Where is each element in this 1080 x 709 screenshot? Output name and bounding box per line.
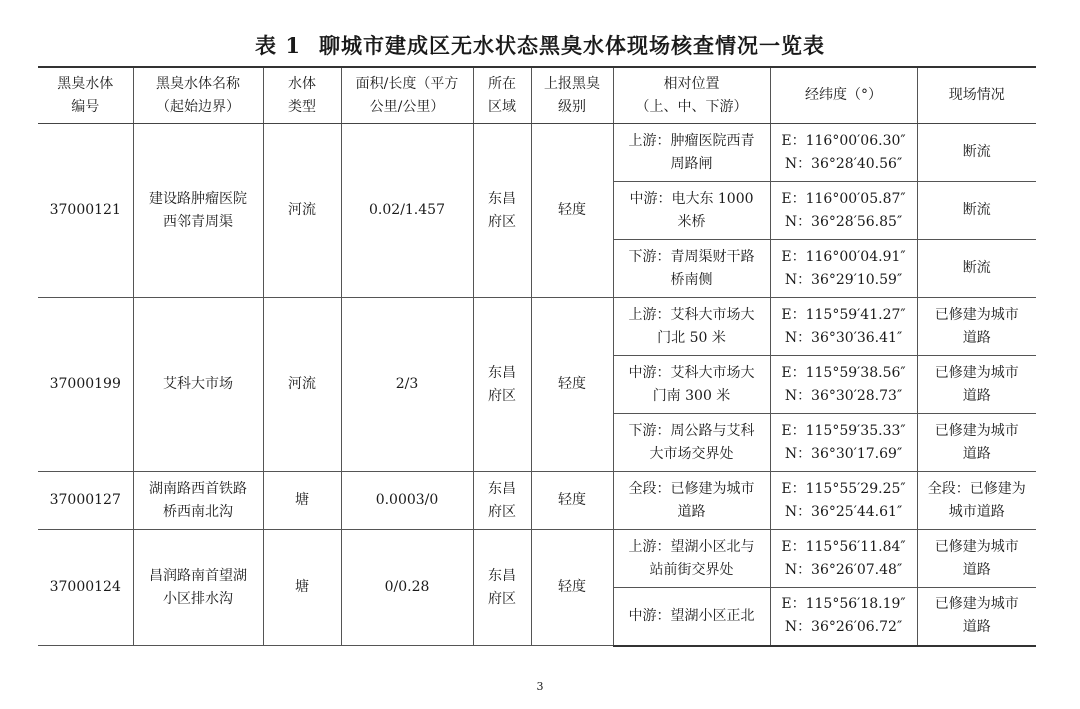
water-body-name-line: 桥西南北沟 <box>163 503 233 520</box>
district-line: 府区 <box>488 387 516 404</box>
water-body-type-line: 塘 <box>295 492 309 508</box>
district <box>473 530 531 646</box>
coordinates-line: N：36°30′36.41″ <box>784 329 903 346</box>
table-header-row <box>38 67 1036 124</box>
column-header <box>38 67 133 124</box>
district <box>473 124 531 298</box>
coordinates-line: N：36°26′07.48″ <box>784 561 903 578</box>
area-length <box>341 124 473 298</box>
site-status-line: 城市道路 <box>948 503 1005 520</box>
relative-position-line: 上游：肿瘤医院西青 <box>628 132 755 149</box>
relative-position <box>613 124 770 182</box>
column-header <box>341 67 473 124</box>
site-status-line: 已修建为城市 <box>934 422 1019 439</box>
relative-position <box>613 356 770 414</box>
water-body-name-line: 西邻青周渠 <box>163 213 233 230</box>
table-body <box>38 124 1036 646</box>
pollution-level <box>531 124 613 298</box>
district-line: 府区 <box>488 503 516 520</box>
water-body-type-line: 河流 <box>288 376 316 392</box>
relative-position-line: 全段：已修建为城市 <box>628 480 755 497</box>
site-status-line: 道路 <box>962 387 991 404</box>
water-body-id-line: 37000127 <box>49 492 121 508</box>
site-status-line: 断流 <box>962 144 991 160</box>
table-title <box>0 30 1080 60</box>
column-header-line: 级别 <box>558 98 586 115</box>
site-status <box>917 414 1036 472</box>
water-body-name-line: 湖南路西首铁路 <box>149 480 247 497</box>
column-header-line: 编号 <box>71 98 100 115</box>
column-header-line: （上、中、下游） <box>635 98 748 115</box>
column-header <box>531 67 613 124</box>
coordinates-line: E：115°56′11.84″ <box>781 538 906 555</box>
coordinates-line: N：36°29′10.59″ <box>784 271 903 288</box>
table-title-text: 聊城市建成区无水状态黑臭水体现场核查情况一览表 <box>318 33 825 58</box>
coordinates-line: E：115°59′41.27″ <box>781 306 906 323</box>
district-line: 东昌 <box>488 567 516 584</box>
coordinates-line: N：36°28′40.56″ <box>784 155 903 172</box>
water-body-type <box>263 530 341 646</box>
pollution-level <box>531 530 613 646</box>
relative-position <box>613 588 770 646</box>
relative-position <box>613 414 770 472</box>
water-body-name <box>133 472 263 530</box>
coordinates <box>770 472 917 530</box>
water-body-type <box>263 298 341 472</box>
water-body-id-line: 37000124 <box>49 579 121 595</box>
coordinates-line: N：36°26′06.72″ <box>784 619 903 636</box>
water-body-id <box>38 472 133 530</box>
relative-position-line: 中游：望湖小区正北 <box>628 607 755 624</box>
column-header-line: 公里/公里） <box>369 98 445 115</box>
coordinates <box>770 298 917 356</box>
district <box>473 472 531 530</box>
water-body-type-line: 河流 <box>288 202 316 218</box>
coordinates-line: N：36°30′28.73″ <box>784 387 903 404</box>
district-line: 东昌 <box>488 190 516 207</box>
column-header-line: 区域 <box>488 98 516 115</box>
coordinates-line: E：116°00′06.30″ <box>781 132 906 149</box>
table-row <box>38 472 1036 530</box>
column-header <box>770 67 917 124</box>
column-header-line: 上报黑臭 <box>544 75 600 92</box>
column-header <box>613 67 770 124</box>
district <box>473 298 531 472</box>
site-status-line: 已修建为城市 <box>934 596 1019 613</box>
coordinates-line: N：36°25′44.61″ <box>784 503 903 520</box>
relative-position <box>613 472 770 530</box>
water-body-type <box>263 472 341 530</box>
relative-position <box>613 182 770 240</box>
coordinates <box>770 240 917 298</box>
water-body-name <box>133 298 263 472</box>
coordinates-line: E：116°00′04.91″ <box>781 248 906 265</box>
site-status-line: 已修建为城市 <box>934 538 1019 555</box>
site-status <box>917 356 1036 414</box>
pollution-level-line: 轻度 <box>558 492 586 508</box>
district-line: 府区 <box>488 590 516 607</box>
water-body-id <box>38 530 133 646</box>
relative-position-line: 周路闸 <box>670 155 713 172</box>
relative-position-line: 大市场交界处 <box>649 445 734 462</box>
table-row <box>38 530 1036 588</box>
area-length <box>341 530 473 646</box>
coordinates <box>770 182 917 240</box>
area-length-line: 0.02/1.457 <box>369 202 445 218</box>
relative-position-line: 桥南侧 <box>670 271 713 288</box>
area-length-line: 0/0.28 <box>384 579 430 595</box>
column-header-line: 面积/长度（平方 <box>355 75 459 92</box>
coordinates <box>770 530 917 588</box>
relative-position-line: 上游：艾科大市场大 <box>628 306 755 323</box>
relative-position-line: 门北 50 米 <box>657 329 726 346</box>
site-status-line: 道路 <box>962 329 991 346</box>
relative-position-line: 上游：望湖小区北与 <box>628 538 755 555</box>
site-status-line: 已修建为城市 <box>934 364 1019 381</box>
column-header-line: （起始边界） <box>156 98 240 115</box>
relative-position <box>613 530 770 588</box>
area-length <box>341 472 473 530</box>
site-status <box>917 588 1036 646</box>
water-body-name-line: 小区排水沟 <box>163 590 233 607</box>
site-status <box>917 182 1036 240</box>
relative-position-line: 下游：周公路与艾科 <box>628 422 755 439</box>
column-header <box>917 67 1036 124</box>
coordinates-line: E：115°55′29.25″ <box>781 480 906 497</box>
relative-position-line: 米桥 <box>677 213 706 230</box>
district-line: 东昌 <box>488 364 516 381</box>
coordinates <box>770 356 917 414</box>
relative-position <box>613 298 770 356</box>
column-header-line: 类型 <box>288 98 316 115</box>
site-status-line: 道路 <box>962 561 991 578</box>
column-header-line: 所在 <box>488 75 516 92</box>
district-line: 东昌 <box>488 480 516 497</box>
relative-position <box>613 240 770 298</box>
water-body-type-line: 塘 <box>295 579 309 595</box>
water-body-name-line: 艾科大市场 <box>163 376 233 392</box>
relative-position-line: 门南 300 米 <box>652 387 731 404</box>
relative-position-line: 下游：青周渠财干路 <box>628 248 755 265</box>
column-header-line: 现场情况 <box>948 87 1005 103</box>
column-header <box>133 67 263 124</box>
coordinates <box>770 588 917 646</box>
relative-position-line: 站前街交界处 <box>649 561 734 578</box>
column-header <box>263 67 341 124</box>
coordinates <box>770 414 917 472</box>
column-header-line: 相对位置 <box>663 75 720 92</box>
area-length <box>341 298 473 472</box>
area-length-line: 2/3 <box>395 376 419 392</box>
water-body-table <box>38 66 1036 647</box>
pollution-level <box>531 472 613 530</box>
pollution-level-line: 轻度 <box>558 579 586 595</box>
column-header-line: 经纬度（°） <box>805 87 882 103</box>
table-row <box>38 124 1036 182</box>
water-body-name <box>133 124 263 298</box>
relative-position-line: 中游：电大东 1000 <box>629 190 754 207</box>
coordinates-line: E：116°00′05.87″ <box>781 190 906 207</box>
water-body-id-line: 37000199 <box>49 376 121 392</box>
water-body-name-line: 建设路肿瘤医院 <box>149 190 247 207</box>
site-status <box>917 530 1036 588</box>
site-status-line: 道路 <box>962 619 991 636</box>
site-status <box>917 240 1036 298</box>
table-number: 表 1 <box>255 33 301 58</box>
page-number: 3 <box>536 680 544 693</box>
water-body-id-line: 37000121 <box>49 202 121 218</box>
area-length-line: 0.0003/0 <box>375 492 439 508</box>
site-status-line: 断流 <box>962 202 991 218</box>
table-row <box>38 298 1036 356</box>
column-header-line: 黑臭水体 <box>57 75 114 92</box>
column-header-line: 水体 <box>288 75 316 92</box>
water-body-name-line: 昌润路南首望湖 <box>149 567 247 584</box>
site-status <box>917 472 1036 530</box>
relative-position-line: 道路 <box>677 503 706 520</box>
coordinates-line: E：115°59′38.56″ <box>781 364 906 381</box>
water-body-type <box>263 124 341 298</box>
relative-position-line: 中游：艾科大市场大 <box>628 364 755 381</box>
coordinates <box>770 124 917 182</box>
pollution-level-line: 轻度 <box>558 202 586 218</box>
coordinates-line: E：115°59′35.33″ <box>781 422 906 439</box>
water-body-id <box>38 298 133 472</box>
site-status-line: 已修建为城市 <box>934 306 1019 323</box>
pollution-level <box>531 298 613 472</box>
site-status-line: 全段：已修建为 <box>927 480 1026 497</box>
water-body-name <box>133 530 263 646</box>
site-status-line: 断流 <box>962 260 991 276</box>
site-status <box>917 298 1036 356</box>
district-line: 府区 <box>488 213 516 230</box>
coordinates-line: E：115°56′18.19″ <box>781 596 906 613</box>
coordinates-line: N：36°28′56.85″ <box>784 213 903 230</box>
column-header-line: 黑臭水体名称 <box>156 75 240 92</box>
coordinates-line: N：36°30′17.69″ <box>784 445 903 462</box>
site-status-line: 道路 <box>962 445 991 462</box>
water-body-id <box>38 124 133 298</box>
column-header <box>473 67 531 124</box>
pollution-level-line: 轻度 <box>558 376 586 392</box>
site-status <box>917 124 1036 182</box>
